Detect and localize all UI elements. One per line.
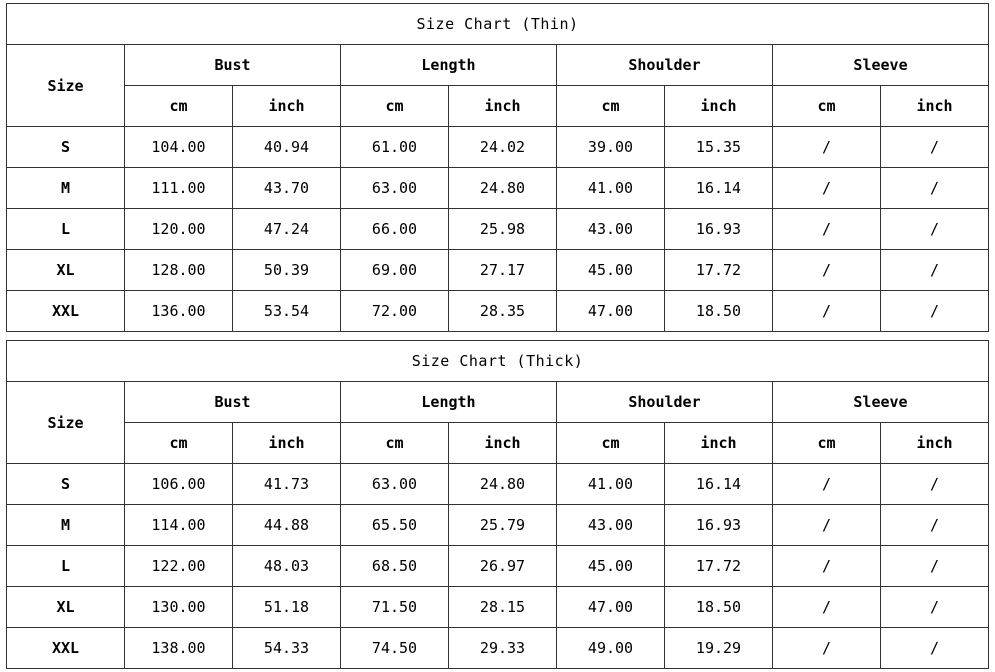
length-inch-cell: 24.02	[449, 127, 557, 168]
unit-header-inch: inch	[449, 86, 557, 127]
sleeve-cm-cell: /	[773, 587, 881, 628]
unit-header-inch: inch	[881, 86, 989, 127]
bust-cm-cell: 130.00	[125, 587, 233, 628]
shoulder-cm-cell: 41.00	[557, 168, 665, 209]
shoulder-inch-cell: 16.14	[665, 168, 773, 209]
shoulder-cm-cell: 49.00	[557, 628, 665, 669]
bust-inch-cell: 44.88	[233, 505, 341, 546]
shoulder-inch-cell: 16.14	[665, 464, 773, 505]
sleeve-cm-cell: /	[773, 250, 881, 291]
shoulder-inch-cell: 17.72	[665, 250, 773, 291]
sleeve-cm-cell: /	[773, 127, 881, 168]
bust-cm-cell: 128.00	[125, 250, 233, 291]
size-cell: XXL	[7, 628, 125, 669]
size-cell: S	[7, 464, 125, 505]
unit-header-cm: cm	[341, 423, 449, 464]
sleeve-inch-cell: /	[881, 464, 989, 505]
shoulder-cm-cell: 47.00	[557, 291, 665, 332]
shoulder-inch-cell: 16.93	[665, 209, 773, 250]
shoulder-inch-cell: 15.35	[665, 127, 773, 168]
shoulder-cm-cell: 41.00	[557, 464, 665, 505]
shoulder-cm-cell: 43.00	[557, 209, 665, 250]
size-cell: XL	[7, 587, 125, 628]
unit-header-cm: cm	[341, 86, 449, 127]
size-cell: XXL	[7, 291, 125, 332]
size-cell: L	[7, 546, 125, 587]
length-cm-cell: 65.50	[341, 505, 449, 546]
bust-inch-cell: 51.18	[233, 587, 341, 628]
sleeve-cm-cell: /	[773, 546, 881, 587]
group-header-length: Length	[341, 382, 557, 423]
length-inch-cell: 28.35	[449, 291, 557, 332]
sleeve-inch-cell: /	[881, 127, 989, 168]
size-cell: M	[7, 505, 125, 546]
unit-header-cm: cm	[557, 86, 665, 127]
sleeve-inch-cell: /	[881, 546, 989, 587]
length-cm-cell: 66.00	[341, 209, 449, 250]
table-row	[7, 546, 989, 587]
group-header-length: Length	[341, 45, 557, 86]
size-header: Size	[7, 45, 125, 127]
length-inch-cell: 27.17	[449, 250, 557, 291]
group-header-sleeve: Sleeve	[773, 382, 989, 423]
sleeve-cm-cell: /	[773, 464, 881, 505]
unit-header-cm: cm	[125, 423, 233, 464]
length-inch-cell: 26.97	[449, 546, 557, 587]
unit-header-cm: cm	[557, 423, 665, 464]
bust-inch-cell: 50.39	[233, 250, 341, 291]
table-row	[7, 291, 989, 332]
table-row	[7, 628, 989, 669]
bust-cm-cell: 120.00	[125, 209, 233, 250]
table-title: Size Chart (Thick)	[7, 341, 989, 382]
shoulder-inch-cell: 18.50	[665, 291, 773, 332]
shoulder-inch-cell: 17.72	[665, 546, 773, 587]
bust-cm-cell: 104.00	[125, 127, 233, 168]
shoulder-inch-cell: 16.93	[665, 505, 773, 546]
unit-header-cm: cm	[773, 86, 881, 127]
length-inch-cell: 25.79	[449, 505, 557, 546]
sleeve-inch-cell: /	[881, 291, 989, 332]
unit-header-inch: inch	[449, 423, 557, 464]
sleeve-cm-cell: /	[773, 291, 881, 332]
length-inch-cell: 24.80	[449, 464, 557, 505]
sleeve-inch-cell: /	[881, 209, 989, 250]
group-header-shoulder: Shoulder	[557, 45, 773, 86]
sleeve-cm-cell: /	[773, 168, 881, 209]
table-row	[7, 587, 989, 628]
bust-inch-cell: 40.94	[233, 127, 341, 168]
shoulder-cm-cell: 45.00	[557, 546, 665, 587]
sleeve-inch-cell: /	[881, 168, 989, 209]
sleeve-inch-cell: /	[881, 628, 989, 669]
unit-header-inch: inch	[233, 86, 341, 127]
group-header-bust: Bust	[125, 45, 341, 86]
size-cell: M	[7, 168, 125, 209]
table-row	[7, 250, 989, 291]
group-header-shoulder: Shoulder	[557, 382, 773, 423]
unit-header-cm: cm	[773, 423, 881, 464]
unit-header-inch: inch	[665, 423, 773, 464]
bust-cm-cell: 106.00	[125, 464, 233, 505]
group-header-bust: Bust	[125, 382, 341, 423]
length-cm-cell: 74.50	[341, 628, 449, 669]
bust-cm-cell: 122.00	[125, 546, 233, 587]
sleeve-cm-cell: /	[773, 505, 881, 546]
length-inch-cell: 24.80	[449, 168, 557, 209]
sleeve-inch-cell: /	[881, 587, 989, 628]
bust-inch-cell: 54.33	[233, 628, 341, 669]
shoulder-cm-cell: 43.00	[557, 505, 665, 546]
size-cell: XL	[7, 250, 125, 291]
length-cm-cell: 63.00	[341, 168, 449, 209]
length-inch-cell: 25.98	[449, 209, 557, 250]
length-inch-cell: 29.33	[449, 628, 557, 669]
size-cell: L	[7, 209, 125, 250]
table-row	[7, 209, 989, 250]
sleeve-inch-cell: /	[881, 250, 989, 291]
table-row	[7, 127, 989, 168]
bust-cm-cell: 114.00	[125, 505, 233, 546]
bust-inch-cell: 43.70	[233, 168, 341, 209]
size-header: Size	[7, 382, 125, 464]
unit-header-inch: inch	[665, 86, 773, 127]
shoulder-cm-cell: 45.00	[557, 250, 665, 291]
length-inch-cell: 28.15	[449, 587, 557, 628]
table-row	[7, 464, 989, 505]
table-title: Size Chart (Thin)	[7, 4, 989, 45]
bust-inch-cell: 48.03	[233, 546, 341, 587]
shoulder-inch-cell: 19.29	[665, 628, 773, 669]
bust-cm-cell: 111.00	[125, 168, 233, 209]
length-cm-cell: 71.50	[341, 587, 449, 628]
length-cm-cell: 69.00	[341, 250, 449, 291]
length-cm-cell: 68.50	[341, 546, 449, 587]
shoulder-cm-cell: 47.00	[557, 587, 665, 628]
bust-cm-cell: 136.00	[125, 291, 233, 332]
unit-header-inch: inch	[233, 423, 341, 464]
bust-cm-cell: 138.00	[125, 628, 233, 669]
length-cm-cell: 72.00	[341, 291, 449, 332]
shoulder-inch-cell: 18.50	[665, 587, 773, 628]
size-chart-thin	[6, 3, 989, 332]
table-row	[7, 505, 989, 546]
size-chart-thick	[6, 340, 989, 669]
table-row	[7, 168, 989, 209]
sleeve-inch-cell: /	[881, 505, 989, 546]
bust-inch-cell: 41.73	[233, 464, 341, 505]
shoulder-cm-cell: 39.00	[557, 127, 665, 168]
size-cell: S	[7, 127, 125, 168]
length-cm-cell: 61.00	[341, 127, 449, 168]
group-header-sleeve: Sleeve	[773, 45, 989, 86]
bust-inch-cell: 53.54	[233, 291, 341, 332]
sleeve-cm-cell: /	[773, 628, 881, 669]
unit-header-cm: cm	[125, 86, 233, 127]
unit-header-inch: inch	[881, 423, 989, 464]
bust-inch-cell: 47.24	[233, 209, 341, 250]
length-cm-cell: 63.00	[341, 464, 449, 505]
sleeve-cm-cell: /	[773, 209, 881, 250]
